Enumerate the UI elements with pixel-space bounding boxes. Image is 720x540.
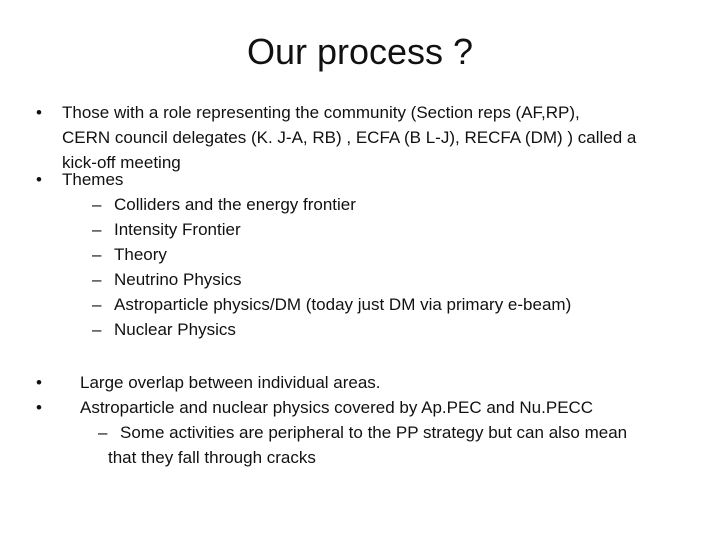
bullet-line: Those with a role representing the community (Section reps (AF,RP), — [62, 103, 580, 122]
bullet-line: kick-off meeting — [62, 153, 181, 172]
bullet-large-overlap — [36, 370, 381, 395]
theme-item — [92, 242, 167, 267]
bullet-text: Large overlap between individual areas. — [80, 373, 381, 392]
theme-text: Nuclear Physics — [114, 320, 236, 339]
sub-line: Some activities are peripheral to the PP strategy but can also mean — [120, 423, 628, 442]
theme-text: Intensity Frontier — [114, 220, 241, 239]
dash-marker: – — [92, 220, 102, 239]
bullet-marker: • — [36, 103, 42, 122]
theme-item — [92, 317, 236, 342]
theme-text: Colliders and the energy frontier — [114, 195, 356, 214]
theme-item — [92, 192, 356, 217]
sub-line: that they fall through cracks — [108, 448, 316, 467]
bullet-apppec-nupecc — [36, 395, 593, 420]
bullet-marker: • — [36, 373, 42, 392]
dash-marker: – — [92, 245, 102, 264]
theme-text: Neutrino Physics — [114, 270, 242, 289]
themes-label: Themes — [62, 170, 124, 189]
dash-marker: – — [92, 320, 102, 339]
bullet-themes — [36, 167, 123, 192]
bullet-marker: • — [36, 398, 42, 417]
theme-item — [92, 217, 241, 242]
dash-marker: – — [92, 270, 102, 289]
bullet-text: Astroparticle and nuclear physics covered by Ap.PEC and Nu.PECC — [80, 398, 594, 417]
bullet-marker: • — [36, 170, 42, 189]
dash-marker: – — [92, 295, 102, 314]
dash-marker: – — [98, 423, 108, 442]
theme-item — [92, 292, 571, 317]
bullet-community-roles — [36, 100, 636, 175]
theme-text: Astroparticle physics/DM (today just DM via primary e-beam) — [114, 295, 572, 314]
dash-marker: – — [92, 195, 102, 214]
theme-item — [92, 267, 242, 292]
sub-item-peripheral — [98, 420, 627, 470]
theme-text: Theory — [114, 245, 167, 264]
bullet-line: CERN council delegates (K. J-A, RB) , ECFA (B L-J), RECFA (DM) ) called a — [62, 128, 637, 147]
slide-title: Our process ? — [246, 31, 474, 72]
